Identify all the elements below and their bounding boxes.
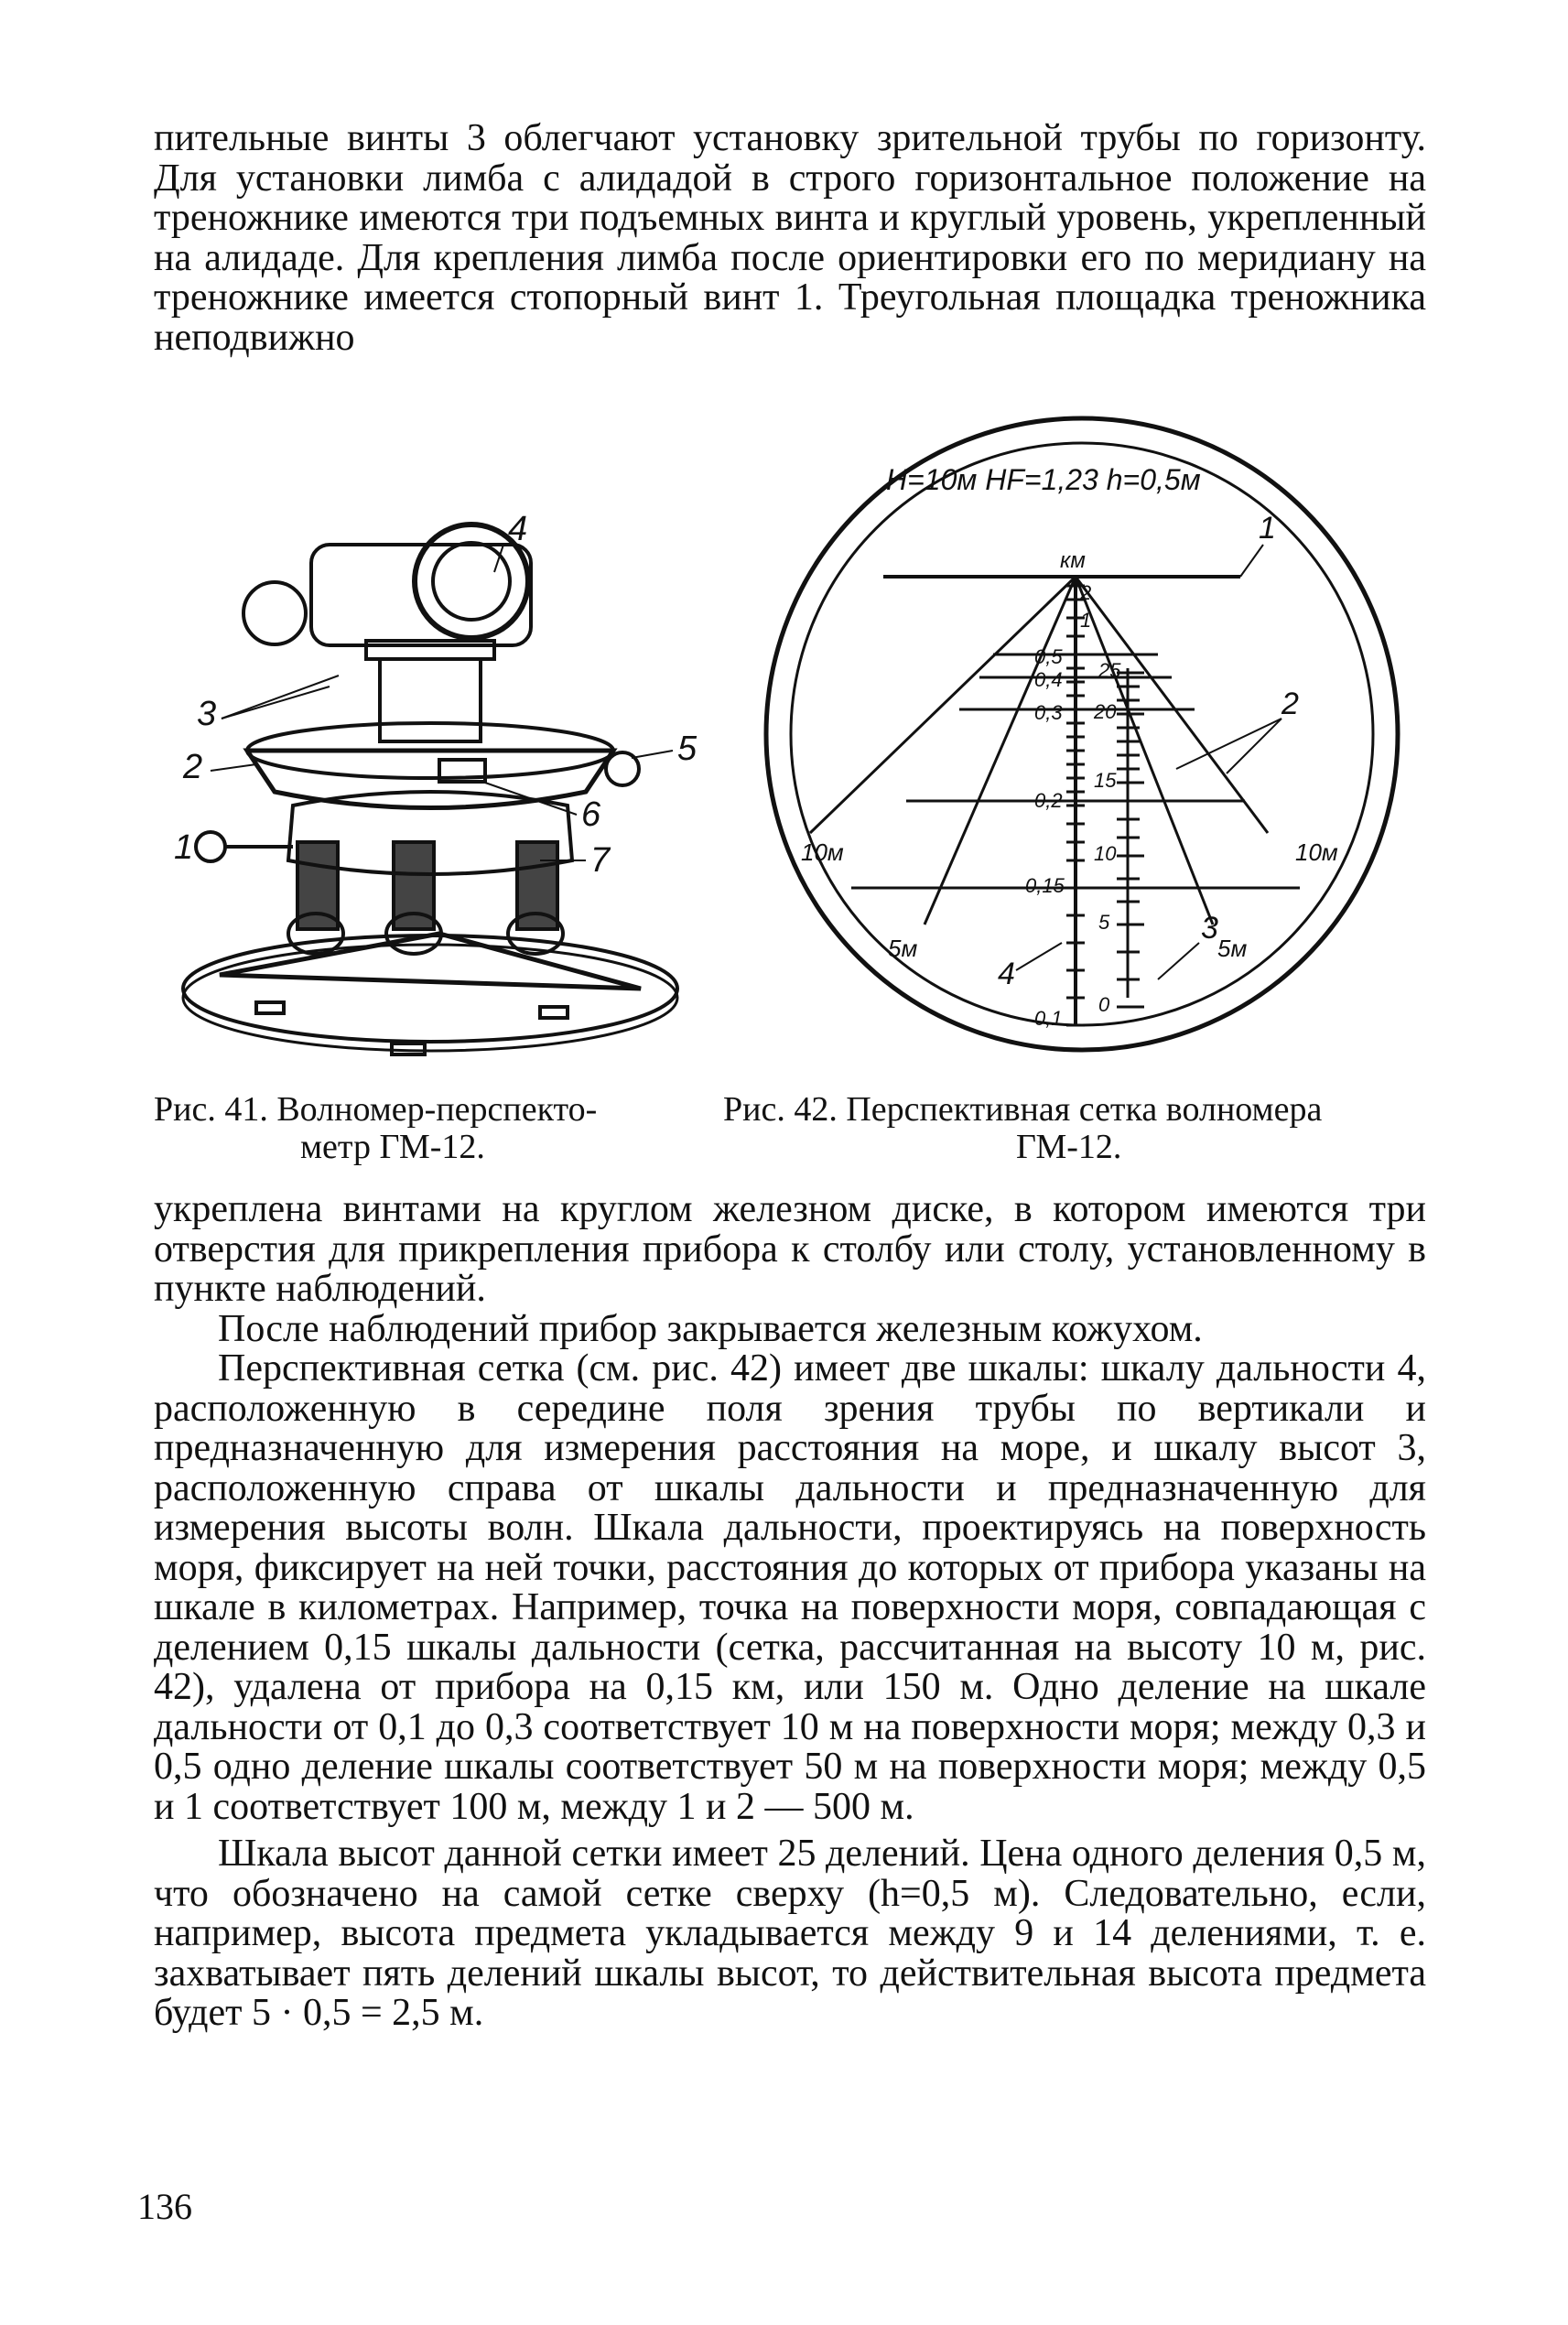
figure-41-caption-line1: Рис. 41. Волномер-перспекто- bbox=[154, 1090, 598, 1129]
figure-41-caption bbox=[154, 1091, 630, 1166]
top-text bbox=[154, 119, 1426, 358]
reticle-height-15: 15 bbox=[1094, 769, 1117, 792]
reticle-header: H=10м HF=1,23 h=0,5м bbox=[886, 463, 1201, 496]
paragraph-2: После наблюдений прибор закрывается железным кожухом. bbox=[218, 1307, 1203, 1350]
page-number: 136 bbox=[137, 2186, 192, 2227]
reticle-callout-3: 3 bbox=[1201, 911, 1218, 946]
fig41-callout-7: 7 bbox=[590, 841, 611, 880]
reticle-range-0-5: 0,5 bbox=[1034, 645, 1063, 668]
reticle-callout-4: 4 bbox=[998, 957, 1015, 991]
fig41-callout-6: 6 bbox=[581, 795, 601, 834]
fig41-callout-5: 5 bbox=[677, 730, 697, 768]
figure-42-caption-line1: Рис. 42. Перспективная сетка волномера bbox=[723, 1090, 1323, 1129]
paragraph-1: укреплена винтами на круглом железном диске, в котором имеются три отверстия для прикрепления прибора к столбу или столу, установленному в пункте наблюдений. bbox=[154, 1188, 1426, 1310]
figure-41-caption-line2: метр ГМ-12. bbox=[300, 1128, 485, 1166]
reticle-range-0-4: 0,4 bbox=[1034, 668, 1063, 691]
fig41-callout-3: 3 bbox=[197, 695, 217, 733]
fig41-callout-2: 2 bbox=[183, 748, 203, 786]
reticle-dist-10m-left: 10м bbox=[801, 838, 844, 866]
reticle-height-25: 25 bbox=[1098, 659, 1121, 682]
reticle-range-1: 1 bbox=[1080, 609, 1092, 632]
reticle-dist-10m-right: 10м bbox=[1295, 838, 1338, 866]
paragraph-4: Шкала высот данной сетки имеет 25 делений. Цена одного деления 0,5 м, что обозначено на самой сетке сверху (h=0,5 м). Следовательно, если, например, высота предмета укладывается между 9 и 14 делениями, т. е. захватывает пять делений шкалы высот, то действительная высота предмета будет 5 · 0,5 = 2,5 м. bbox=[154, 1833, 1426, 2034]
reticle-range-0-2: 0,2 bbox=[1034, 789, 1063, 812]
figure-42-reticle-illustration bbox=[751, 394, 1428, 1071]
reticle-dist-5m-right: 5м bbox=[1217, 935, 1248, 962]
fig41-callout-1: 1 bbox=[174, 828, 194, 867]
main-text bbox=[154, 1190, 1426, 2034]
paragraph-3: Перспективная сетка (см. рис. 42) имеет две шкалы: шкалу дальности 4, расположенную в середине поля зрения трубы по вертикали и предназначенную для измерения расстояния на море, и шкалу высот 3, расположенную справа от шкалы дальности и предназначенную для измерения высоты волн. Шкала дальности, проектируясь на поверхность моря, фиксирует на ней точки, расстояния до которых от прибора указаны на шкале в километрах. Например, точка на поверхности моря, совпадающая с делением 0,15 шкалы дальности (сетка, рассчитанная на высоту 10 м, рис. 42), удалена от прибора на 0,15 км, или 150 м. Одно деление на шкале дальности от 0,1 до 0,3 соответствует 10 м на поверхности моря; между 0,3 и 0,5 одно деление шкалы соответствует 50 м на поверхности моря; между 0,5 и 1 соответствует 100 м, между 1 и 2 — 500 м. bbox=[154, 1347, 1426, 1828]
reticle-height-0: 0 bbox=[1098, 993, 1110, 1016]
reticle-callout-1: 1 bbox=[1259, 511, 1276, 546]
fig41-callout-4: 4 bbox=[508, 510, 528, 548]
reticle-dist-5m-left: 5м bbox=[888, 935, 918, 962]
paragraph-top: пительные винты 3 облегчают установку зрительной трубы по горизонту. Для установки лимба с алидадой в строго горизонтальное положение на треножнике имеются три подъемных винта и круглый уровень, укрепленный на алидаде. Для крепления лимба после ориентировки его по меридиану на треножнике имеется стопорный винт 1. Треугольная площадка треножника неподвижно bbox=[154, 117, 1426, 359]
figure-41-device-illustration bbox=[156, 476, 705, 1071]
reticle-range-2: 2 bbox=[1080, 581, 1092, 604]
figure-42-caption-line2: ГМ-12. bbox=[1016, 1128, 1122, 1166]
figure-42-caption bbox=[723, 1091, 1437, 1166]
reticle-range-0-3: 0,3 bbox=[1034, 701, 1063, 724]
reticle-height-5: 5 bbox=[1098, 911, 1110, 934]
reticle-height-10: 10 bbox=[1094, 842, 1117, 865]
reticle-range-0-1: 0,1 bbox=[1034, 1007, 1063, 1030]
reticle-range-0-15: 0,15 bbox=[1025, 874, 1065, 897]
reticle-callout-2: 2 bbox=[1281, 687, 1299, 721]
reticle-height-20: 20 bbox=[1094, 700, 1117, 723]
reticle-km-label: км bbox=[1060, 548, 1086, 573]
